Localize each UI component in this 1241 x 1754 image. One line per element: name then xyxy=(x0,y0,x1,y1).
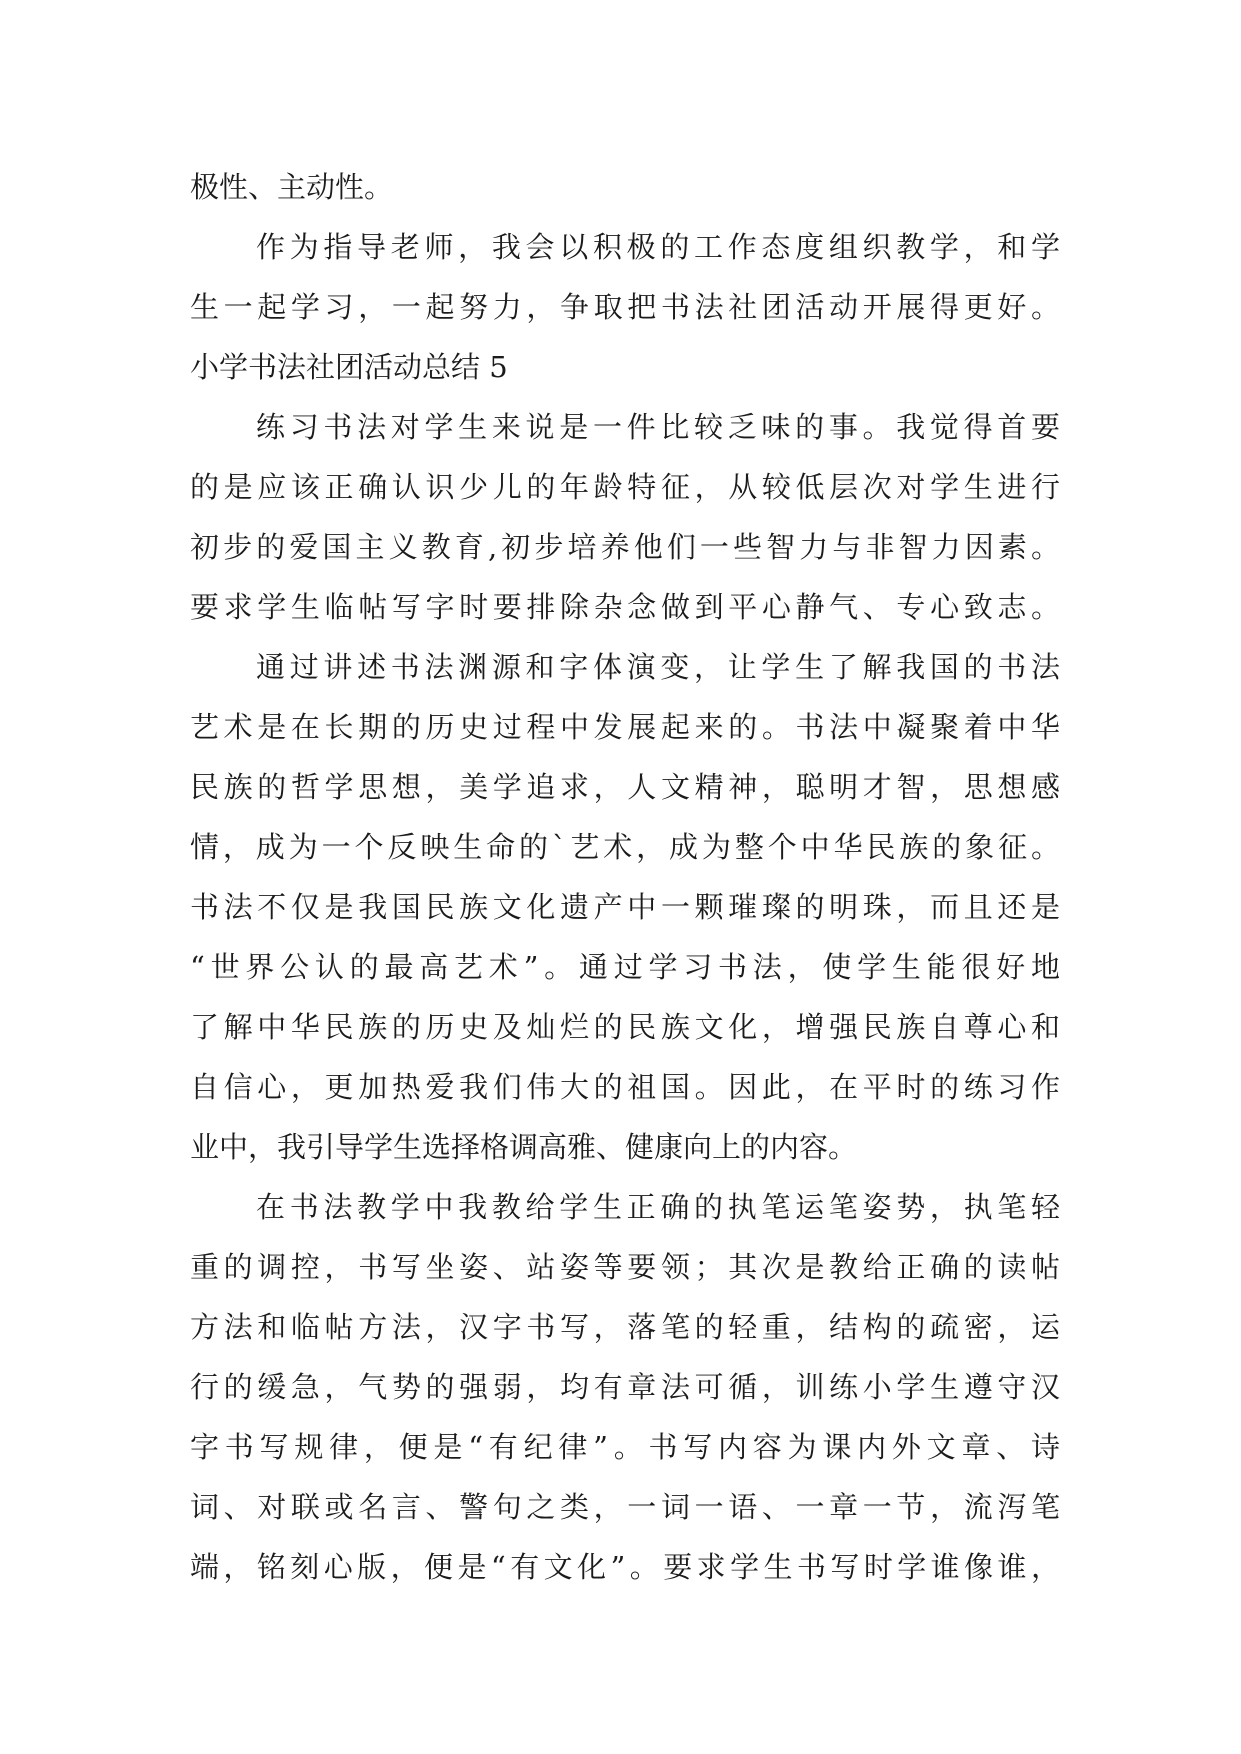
paragraph-first-line: 作为指导老师，我会以积极的工作态度组织教学，和学 xyxy=(256,230,1060,264)
text-line: 初步的爱国主义教育,初步培养他们一些智力与非智力因素。 xyxy=(190,530,1060,564)
text-line: 书法不仅是我国民族文化遗产中一颗璀璨的明珠，而且还是 xyxy=(190,890,1060,924)
text-line: 极性、主动性。 xyxy=(190,170,394,204)
text-line: 艺术是在长期的历史过程中发展起来的。书法中凝聚着中华 xyxy=(190,710,1060,744)
text-line: 行的缓急，气势的强弱，均有章法可循，训练小学生遵守汉 xyxy=(190,1370,1060,1404)
document-body xyxy=(190,157,1060,1597)
text-line: 词、对联或名言、警句之类，一词一语、一章一节，流泻笔 xyxy=(190,1490,1060,1524)
text-line: 了解中华民族的历史及灿烂的民族文化，增强民族自尊心和 xyxy=(190,1010,1060,1044)
section-heading: 小学书法社团活动总结 5 xyxy=(190,350,508,384)
text-line: 业中，我引导学生选择格调高雅、健康向上的内容。 xyxy=(190,1130,858,1164)
text-line: 民族的哲学思想，美学追求，人文精神，聪明才智，思想感 xyxy=(190,770,1060,804)
text-line: 自信心，更加热爱我们伟大的祖国。因此，在平时的练习作 xyxy=(190,1070,1060,1104)
text-line: 要求学生临帖写字时要排除杂念做到平心静气、专心致志。 xyxy=(190,590,1060,624)
paragraph-first-line: 在书法教学中我教给学生正确的执笔运笔姿势，执笔轻 xyxy=(256,1190,1060,1224)
paragraph-first-line: 练习书法对学生来说是一件比较乏味的事。我觉得首要 xyxy=(256,410,1060,444)
text-line: 情，成为一个反映生命的`艺术，成为整个中华民族的象征。 xyxy=(190,830,1060,864)
paragraph-first-line: 通过讲述书法渊源和字体演变，让学生了解我国的书法 xyxy=(256,650,1060,684)
text-line: 的是应该正确认识少儿的年龄特征，从较低层次对学生进行 xyxy=(190,470,1060,504)
text-line: “世界公认的最高艺术”。通过学习书法，使学生能很好地 xyxy=(190,950,1060,984)
text-line: 生一起学习，一起努力，争取把书法社团活动开展得更好。 xyxy=(190,290,1060,324)
text-line: 重的调控，书写坐姿、站姿等要领；其次是教给正确的读帖 xyxy=(190,1250,1060,1284)
text-line: 字书写规律，便是“有纪律”。书写内容为课内外文章、诗 xyxy=(190,1430,1060,1464)
text-line: 方法和临帖方法，汉字书写，落笔的轻重，结构的疏密，运 xyxy=(190,1310,1060,1344)
text-line: 端，铭刻心版，便是“有文化”。要求学生书写时学谁像谁， xyxy=(190,1550,1060,1584)
